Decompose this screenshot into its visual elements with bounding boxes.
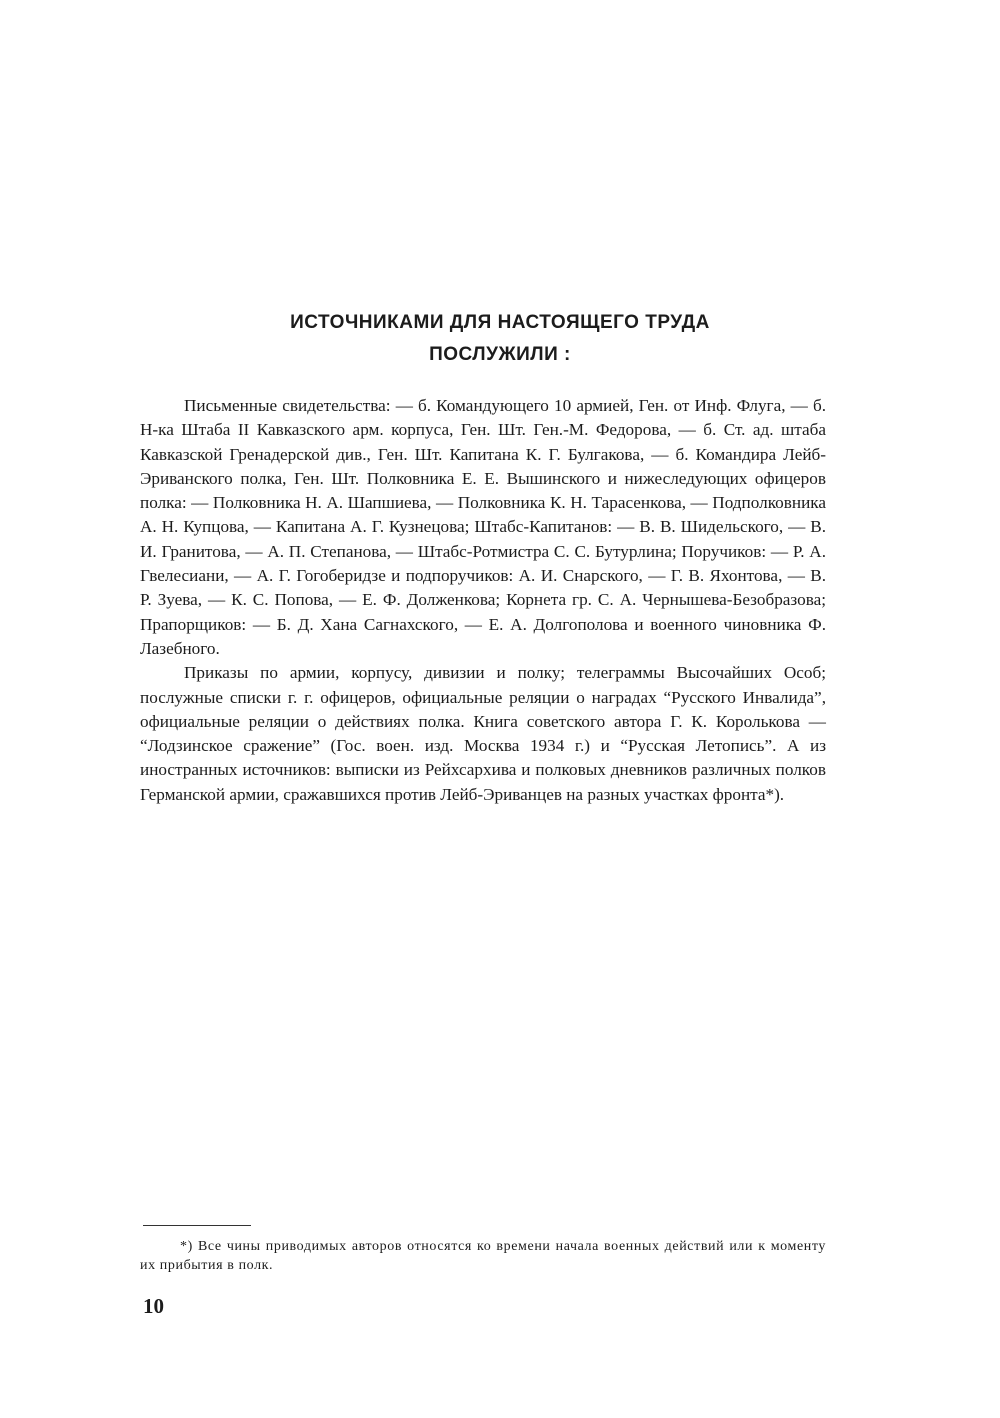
body-text — [140, 394, 826, 807]
paragraph-orders-and-sources: Приказы по армии, корпусу, дивизии и полку; телеграммы Высочайших Особ; послужные списки г. г. офицеров, официальные реляции о наградах “Русского Инвалида”, официальные реляции о действиях полка. Книга советского автора Г. К. Королькова — “Лодзинское сражение” (Гос. воен. изд. Москва 1934 г.) и “Русская Летопись”. А из иностранных источников: выписки из Рейхсархива и полковых дневников различных полков Германской армии, сражавшихся против Лейб-Эриванцев на разных участках фронта*). — [140, 663, 826, 804]
footnote-divider — [143, 1225, 251, 1226]
footnote: *) Все чины приводимых авторов относятся ко времени начала военных действий или к моменту их прибытия в полк. — [140, 1239, 826, 1273]
paragraph-written-testimonies: Письменные свидетельства: — б. Командующего 10 армией, Ген. от Инф. Флуга, — б. Н-ка Штаба II Кавказского арм. корпуса, Ген. Шт. Ген.-М. Федорова, — б. Ст. ад. штаба Кавказской Гренадерской див., Ген. Шт. Капитана К. Г. Булгакова, — б. Командира Лейб-Эриванского полка, Ген. Шт. Полковника Е. Е. Вышинского и нижеследующих офицеров полка: — Полковника Н. А. Шапшиева, — Полковника К. Н. Тарасенкова, — Подполковника А. Н. Купцова, — Капитана А. Г. Кузнецова; Штабс-Капитанов: — В. В. Шидельского, — В. И. Гранитова, — А. П. Степанова, — Штабс-Ротмистра С. С. Бутурлина; Поручиков: — Р. А. Гвелесиани, — А. Г. Гогоберидзе и подпоручиков: А. И. Снарского, — Г. В. Яхонтова, — В. Р. Зуева, — К. С. Попова, — Е. Ф. Долженкова; Корнета гр. С. А. Чернышева-Безобразова; Прапорщиков: — Б. Д. Хана Сагнахского, — Е. А. Долгополова и военного чиновника Ф. Лазебного. — [140, 396, 826, 658]
page-number: 10 — [143, 1294, 164, 1318]
section-heading: ИСТОЧНИКАМИ ДЛЯ НАСТОЯЩЕГО ТРУДА — [290, 312, 710, 333]
section-heading-continuation: ПОСЛУЖИЛИ : — [429, 344, 571, 365]
